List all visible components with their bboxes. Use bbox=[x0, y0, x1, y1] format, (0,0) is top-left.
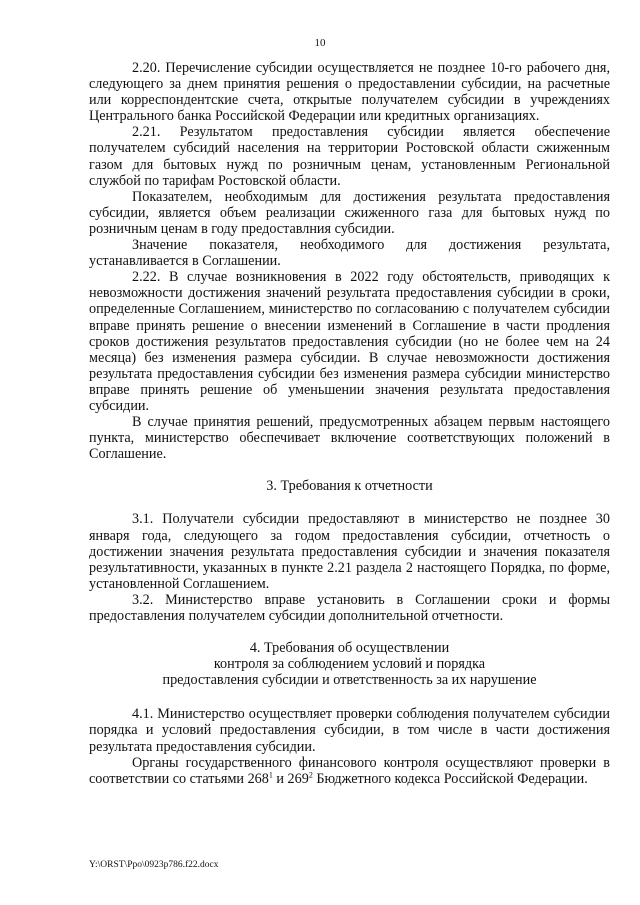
paragraph-decisions: В случае принятия решений, предусмотренных абзацем первым настоящего пункта, министерство обеспечивает включение соответствующих положений в Соглашение. bbox=[89, 414, 610, 463]
spacer bbox=[89, 462, 610, 478]
control-text-part-2: и 269 bbox=[272, 770, 309, 787]
spacer bbox=[89, 688, 610, 706]
paragraph-4-1: 4.1. Министерство осуществляет проверки соблюдения получателем субсидии порядка и условий предоставления субсидии, в том числе в части достижения результата предоставления субсидии. bbox=[89, 706, 610, 755]
article-superscript-2: 2 bbox=[308, 770, 313, 780]
section-4-heading-line-3: предоставления субсидии и ответственность за их нарушение bbox=[162, 672, 537, 689]
section-3-heading: 3. Требования к отчетности bbox=[266, 478, 433, 495]
paragraph-2-21: 2.21. Результатом предоставления субсидии является обеспечение получателем субсидий населения на территории Ростовской области сжиженным газом для бытовых нужд по розничным ценам, установленным Региональной службой по тарифам Ростовской области. bbox=[89, 124, 610, 189]
section-4-heading bbox=[89, 640, 610, 688]
paragraph-2-20: 2.20. Перечисление субсидии осуществляется не позднее 10-го рабочего дня, следующего за днем принятия решения о предоставлении субсидии, на расчетные или корреспондентские счета, открытые получателем субсидии в учреждениях Центрального банка Российской Федерации или кредитных организациях. bbox=[89, 60, 610, 125]
section-4-heading-line-1: 4. Требования об осуществлении bbox=[249, 640, 450, 657]
control-text-part-1: Органы государственного финансового контроля осуществляют проверки в соответствии со статьями 268 bbox=[89, 754, 610, 787]
document-body bbox=[89, 60, 610, 787]
paragraph-3-2: 3.2. Министерство вправе установить в Соглашении сроки и формы предоставления получателем субсидии дополнительной отчетности. bbox=[89, 591, 610, 624]
spacer bbox=[89, 624, 610, 640]
spacer bbox=[89, 494, 610, 511]
file-path-footer: Y:\ORST\Ppo\0923p786.f22.docx bbox=[89, 860, 219, 870]
paragraph-financial-control bbox=[89, 755, 610, 787]
control-text-part-3: Бюджетного кодекса Российской Федерации. bbox=[312, 770, 588, 787]
article-superscript-1: 1 bbox=[268, 770, 273, 780]
section-4-heading-line-2: контроля за соблюдением условий и порядка bbox=[213, 656, 486, 673]
paragraph-2-22: 2.22. В случае возникновения в 2022 году обстоятельств, приводящих к невозможности достижения значений результата предоставления субсидии в сроки, определенные Соглашением, министерство по согласованию с получателем субсидии вправе принять решение о внесении изменений в Соглашение в части продления сроков достижения результатов предоставления субсидии (но не более чем на 24 месяца) без изменения размера субсидии. В случае невозможности достижения результата предоставления субсидии без изменения размера субсидии министерство вправе принять решение об уменьшении значения результата предоставления субсидии. bbox=[89, 269, 610, 414]
paragraph-indicator: Показателем, необходимым для достижения результата предоставления субсидии, является объем реализации сжиженного газа для бытовых нужд по розничным ценам в году предоставлния субсидии. bbox=[89, 188, 610, 237]
page-number: 10 bbox=[314, 37, 326, 49]
paragraph-3-1: 3.1. Получатели субсидии предоставляют в министерство не позднее 30 января года, следующего за годом предоставления субсидии, отчетность о достижении значения результата предоставления субсидии и значения показателя результативности, указанных в пункте 2.21 раздела 2 настоящего Порядка, по форме, установленной Соглашением. bbox=[89, 511, 610, 592]
paragraph-indicator-value: Значение показателя, необходимого для достижения результата, устанавливается в Соглашении. bbox=[89, 237, 610, 270]
